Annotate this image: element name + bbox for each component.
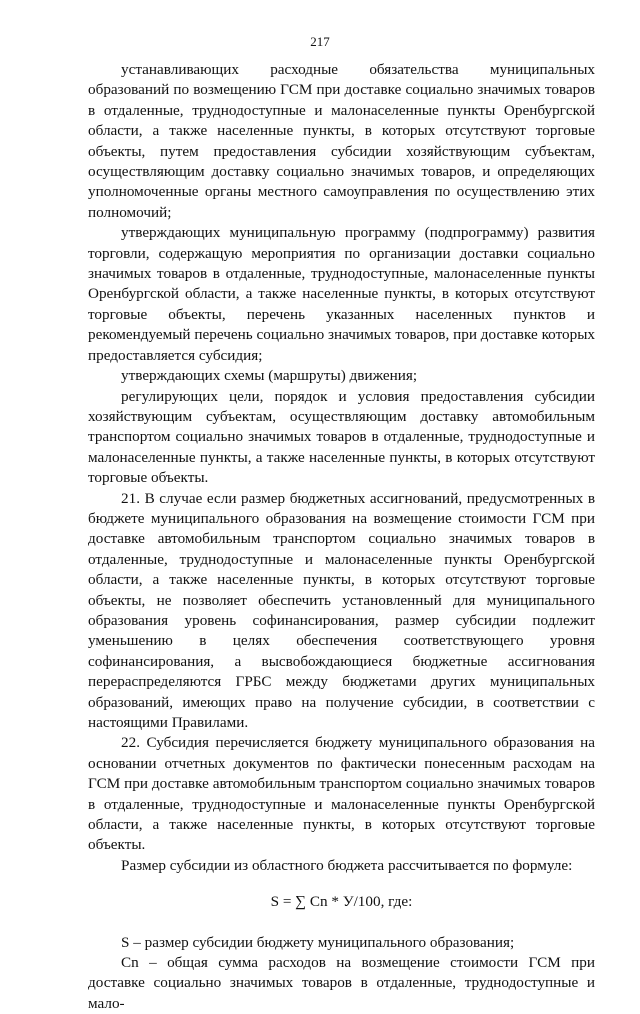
document-body [88,60,595,1014]
paragraph-1: устанавливающих расходные обязательства муниципальных образований по возмещению ГСМ при доставке социально значимых товаров в отдаленные, труднодоступные и малонаселенные пункты Оренбургской области, а также населенные пункты, в которых отсутствуют торговые объекты, путем предоставления субсидии хозяйствующим субъектам, осуществляющим доставку социально значимых товаров, и определяющих уполномоченные органы местного самоуправления по осуществлению этих полномочий; [88,61,595,221]
formula-intro: Размер субсидии из областного бюджета рассчитывается по формуле: [121,856,573,874]
paragraph-2: утверждающих муниципальную программу (подпрограмму) развития торговли, содержащую мероприятия по организации доставки социально значимых товаров в отдаленные, труднодоступные, малонаселенные пункты Оренбургской области, а также населенные пункты, в которых отсутствуют торговые объекты, перечень указанных населенных пунктов и рекомендуемый перечень социально значимых товаров, при доставке которых предоставляется субсидия; [88,224,595,364]
paragraph-clause-22: 22. Субсидия перечисляется бюджету муниципального образования на основании отчетных документов по фактически понесенным расходам на ГСМ при доставке автомобильным транспортом социально значимых товаров в отдаленные, труднодоступные и малонаселенные пункты Оренбургской области, а также населенные пункты, в которых отсутствуют торговые объекты. [88,734,595,854]
definition-s: S – размер субсидии бюджету муниципального образования; [121,933,515,951]
page-number: 217 [310,34,330,49]
definition-cn: Сn – общая сумма расходов на возмещение стоимости ГСМ при доставке социально значимых товаров в отдаленные, труднодоступные и мало- [88,954,595,1012]
formula: S = ∑ Сn * У/100, где: [270,893,413,911]
paragraph-clause-21: 21. В случае если размер бюджетных ассигнований, предусмотренных в бюджете муниципального образования на возмещение стоимости ГСМ при доставке автомобильным транспортом социально значимых товаров в отдаленные, труднодоступные и малонаселенные пункты Оренбургской области, а также населенные пункты, в которых отсутствуют торговые объекты, не позволяет обеспечить установленный для муниципального образования уровень софинансирования, размер субсидии подлежит уменьшению в целях обеспечения соответствующего уровня софинансирования, а высвобождающиеся бюджетные ассигнования перераспределяются ГРБС между бюджетами других муниципальных образований, имеющих право на получение субсидии, в соответствии с настоящими Правилами. [88,489,595,731]
paragraph-4: регулирующих цели, порядок и условия предоставления субсидии хозяйствующим субъектам, осуществляющим доставку автомобильным транспортом социально значимых товаров в отдаленные, труднодоступные и малонаселенные пункты, а также населенные пункты, в которых отсутствуют торговые объекты. [88,387,595,487]
paragraph-3: утверждающих схемы (маршруты) движения; [121,367,418,385]
